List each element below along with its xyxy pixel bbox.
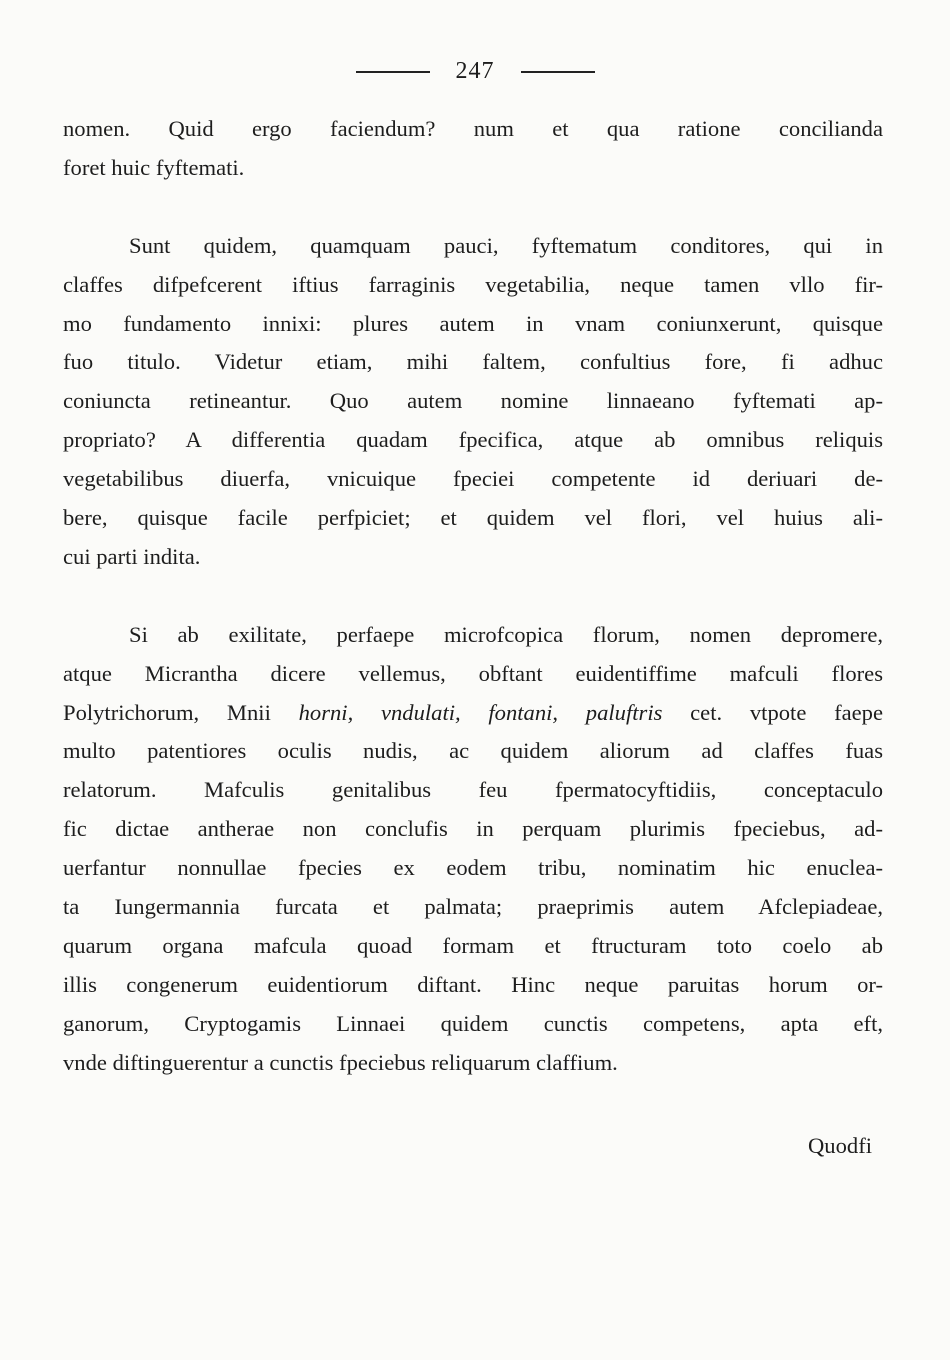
catchword: Quodfi (807, 1133, 872, 1158)
text-line: Sunt quidem, quamquam pauci, fyftematum conditores, qui in (129, 232, 883, 258)
body-text (63, 110, 883, 1083)
text-line-head: Polytrichorum, Mnii (63, 699, 299, 725)
text-line: Si ab exilitate, perfaepe microfcopica florum, nomen depromere, (129, 621, 883, 647)
page-number: 247 (455, 58, 495, 84)
text-line: fic dictae antherae non conclufis in perquam plurimis fpeciebus, ad- (63, 816, 883, 842)
text-line-mixed (63, 694, 883, 733)
text-line: cui parti indita. (63, 543, 201, 569)
header-rule-left (356, 71, 430, 73)
text-line: vnde diftinguerentur a cunctis fpeciebus reliquarum claffium. (63, 1049, 618, 1075)
text-line: illis congenerum euidentiorum diftant. Hinc neque paruitas horum or- (63, 971, 883, 997)
text-line: multo patentiores oculis nudis, ac quidem aliorum ad claffes fuas (63, 738, 883, 764)
paragraph-2 (63, 227, 883, 577)
text-line: coniuncta retineantur. Quo autem nomine linnaeano fyftemati ap- (63, 388, 883, 414)
text-line: mo fundamento innixi: plures autem in vnam coniunxerunt, quisque (63, 310, 883, 336)
text-line: atque Micrantha dicere vellemus, obftant euidentiffime mafculi flores (63, 660, 883, 686)
italic-species-names: horni, vndulati, fontani, paluftris (298, 699, 663, 725)
text-line: propriato? A differentia quadam fpecifica, atque ab omnibus reliquis (63, 427, 883, 453)
text-line: ta Iungermannia furcata et palmata; praeprimis autem Afclepiadeae, (63, 894, 883, 920)
text-line: ganorum, Cryptogamis Linnaei quidem cunctis competens, apta eft, (63, 1010, 883, 1036)
text-line: fuo titulo. Videtur etiam, mihi faltem, confultius fore, fi adhuc (63, 349, 883, 375)
paragraph-gap (63, 188, 883, 227)
text-line-tail: cet. vtpote faepe (662, 699, 883, 725)
text-line: vegetabilibus diuerfa, vnicuique fpeciei competente id deriuari de- (63, 466, 883, 492)
running-header (0, 58, 950, 85)
text-line: relatorum. Mafculis genitalibus feu fpermatocyftidiis, conceptaculo (63, 777, 883, 803)
text-line: bere, quisque facile perfpiciet; et quidem vel flori, vel huius ali- (63, 505, 883, 531)
header-rule-right (521, 71, 595, 73)
text-line: foret huic fyftemati. (63, 154, 245, 180)
paragraph-gap (63, 577, 883, 616)
paragraph-3 (63, 616, 883, 1083)
text-line: quarum organa mafcula quoad formam et ftructuram toto coelo ab (63, 933, 883, 958)
text-line: claffes difpefcerent iftius farraginis vegetabilia, neque tamen vllo fir- (63, 271, 883, 297)
text-line: uerfantur nonnullae fpecies ex eodem tribu, nominatim hic enuclea- (63, 855, 883, 881)
paragraph-1 (63, 110, 883, 188)
text-line: nomen. Quid ergo faciendum? num et qua ratione concilianda (63, 116, 883, 141)
